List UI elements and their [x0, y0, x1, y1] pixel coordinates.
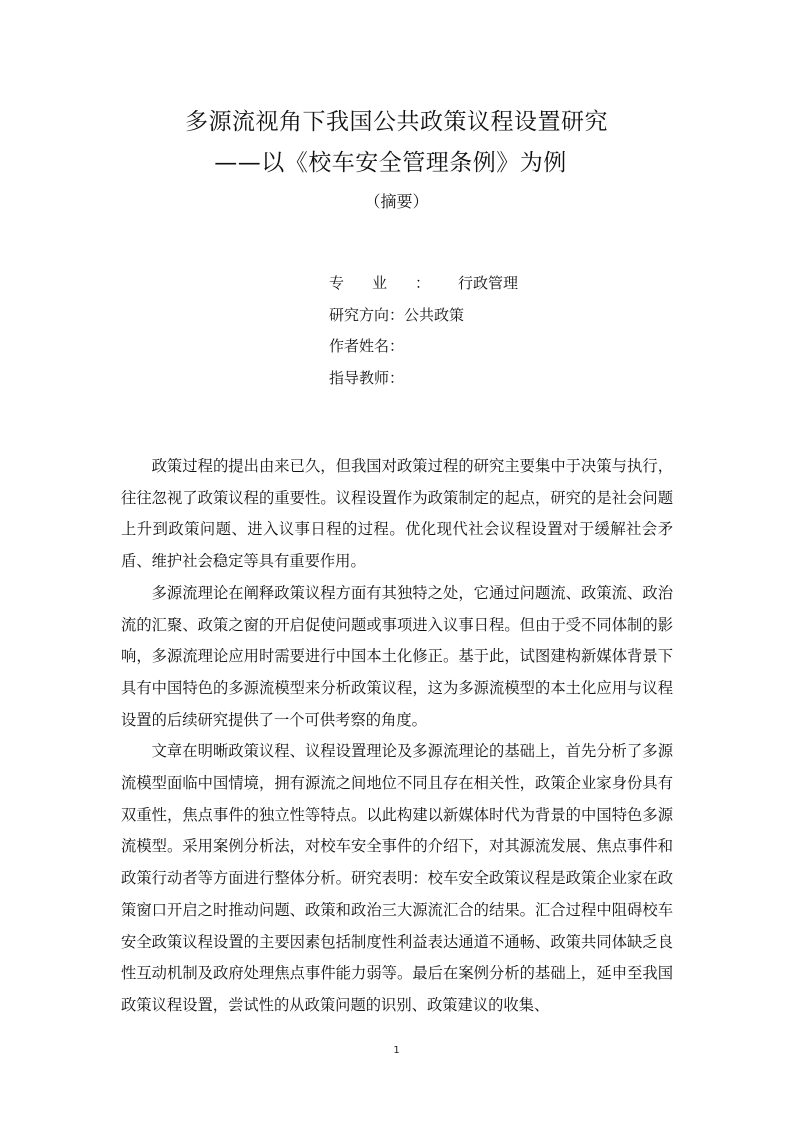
document-title: 多源流视角下我国公共政策议程设置研究 — [185, 109, 608, 135]
meta-key-direction: 研究方向： — [329, 305, 405, 324]
meta-value-direction: 公共政策 — [404, 305, 465, 324]
paragraph: 文章在明晰政策议程、议程设置理论及多源流理论的基础上，首先分析了多源流模型面临中国情境，拥有源流之间地位不同且存在相关性，政策企业家身份具有双重性，焦点事件的独立性等特点。以此构建以新媒体时代为背景的中国特色多源流模型。采用案例分析法，对校车安全事件的介绍下，对其源流发展、焦点事件和政策行动者等方面进行整体分析。研究表明：校车安全政策议程是政策企业家在政策窗口开启之时推动问题、政策和政治三大源流汇合的结果。汇合过程中阻碍校车安全政策议程设置的主要因素包括制度性利益表达通道不通畅、政策共同体缺乏良性互动机制及政府处理焦点事件能力弱等。最后在案例分析的基础上，延申至我国政策议程设置，尝试性的从政策问题的识别、政策建议的收集、 — [121, 742, 673, 1014]
paragraph: 政策过程的提出由来已久，但我国对政策过程的研究主要集中于决策与执行，往往忽视了政策议程的重要性。议程设置作为政策制定的起点，研究的是社会问题上升到政策问题、进入议事日程的过程。优化现代社会议程设置对于缓解社会矛盾、维护社会稳定等具有重要作用。 — [121, 457, 673, 571]
meta-row-author — [329, 331, 518, 363]
abstract-label: （摘要） — [364, 192, 429, 211]
meta-key-major: 专业： — [329, 274, 459, 292]
paragraph: 多源流理论在阐释政策议程方面有其独特之处，它通过问题流、政策流、政治流的汇聚、政策之窗的开启促使问题或事项进入议事日程。但由于受不同体制的影响，多源流理论应用时需要进行中国本土化修正。基于此，试图建构新媒体背景下具有中国特色的多源流模型来分析政策议程，这为多源流模型的本土化应用与议程设置的后续研究提供了一个可供考察的角度。 — [121, 583, 673, 729]
abstract-body — [121, 451, 673, 1022]
meta-row-major — [329, 268, 518, 300]
meta-row-advisor — [329, 363, 518, 395]
meta-key-author: 作者姓名： — [329, 337, 405, 355]
document-subtitle: ——以《校车安全管理条例》为例 — [214, 150, 567, 176]
meta-value-major: 行政管理 — [458, 274, 519, 292]
page-number: 1 — [393, 1045, 400, 1056]
meta-key-advisor: 指导教师： — [329, 368, 405, 387]
author-info-block — [329, 268, 518, 394]
meta-row-direction — [329, 300, 518, 332]
